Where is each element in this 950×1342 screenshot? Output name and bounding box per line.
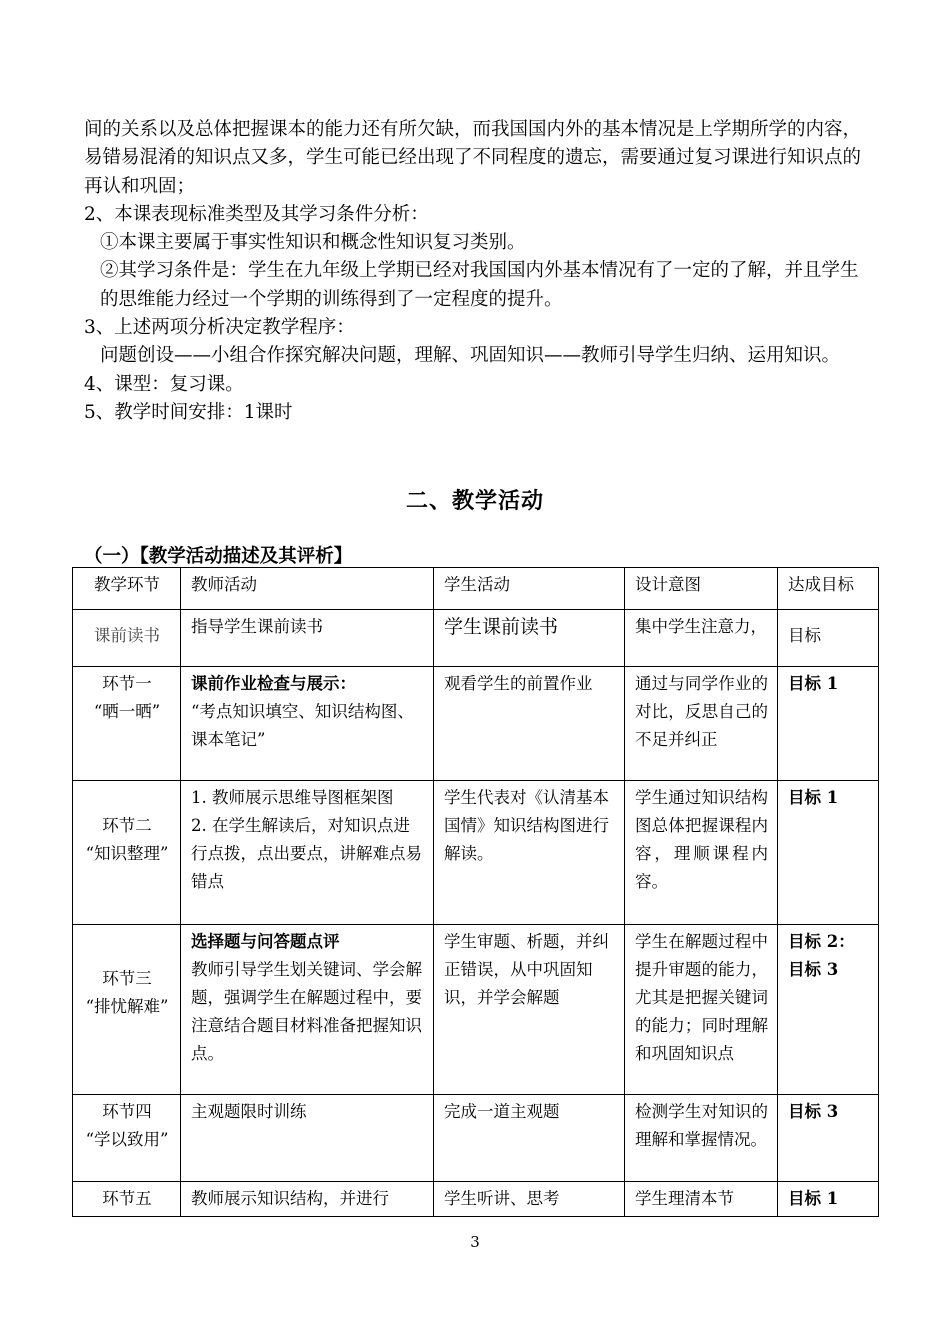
teacher-cell — [181, 925, 434, 1095]
goal-cell: 目标 1 — [778, 1182, 879, 1217]
goal-cell: 目标 3 — [778, 1095, 879, 1182]
teacher-text: “考点知识填空、知识结构图、课本笔记” — [191, 702, 414, 749]
stage-name: 环节一 — [102, 674, 152, 693]
stage-quote: “晒一晒” — [93, 702, 161, 721]
intent-cell: 通过与同学作业的对比，反思自己的不足并纠正 — [625, 667, 778, 781]
stage-name: 环节二 — [102, 816, 152, 835]
table-header-row — [73, 568, 879, 610]
intent-cell: 检测学生对知识的理解和掌握情况。 — [625, 1095, 778, 1182]
paragraph: 3、上述两项分析决定教学程序： — [84, 317, 355, 339]
teacher-heading: 选择题与问答题点评 — [191, 932, 340, 951]
page-number: 3 — [470, 1233, 480, 1251]
paragraph: 问题创设——小组合作探究解决问题，理解、巩固知识——教师引导学生归纳、运用知识。 — [100, 345, 841, 367]
paragraph: ①本课主要属于事实性知识和概念性知识复习类别。 — [100, 232, 526, 254]
table-row — [73, 1095, 879, 1182]
stage-quote: “学以致用” — [85, 1130, 169, 1149]
header-cell: 达成目标 — [778, 568, 879, 610]
intent-cell: 学生理清本节 — [625, 1182, 778, 1217]
student-cell: 学生听讲、思考 — [434, 1182, 625, 1217]
paragraph: ②其学习条件是：学生在九年级上学期已经对我国国内外基本情况有了一定的了解，并且学生的思维能力经过一个学期的训练得到了一定程度的提升。 — [100, 260, 859, 310]
student-cell: 学生课前读书 — [434, 610, 625, 667]
table-row — [73, 667, 879, 781]
activity-table — [72, 567, 879, 1217]
table-row — [73, 610, 879, 667]
goal-cell — [778, 925, 879, 1095]
header-cell: 设计意图 — [625, 568, 778, 610]
teacher-cell — [181, 781, 434, 925]
intro-paragraphs — [84, 116, 874, 427]
teacher-item: 2. 在学生解读后，对知识点进行点拨，点出要点，讲解难点易错点 — [191, 816, 422, 891]
goal-line: 目标 2： — [788, 932, 855, 951]
paragraph: 2、本课表现标准类型及其学习条件分析： — [84, 203, 429, 225]
stage-cell — [73, 667, 181, 781]
goal-line: 目标 3 — [788, 960, 839, 979]
teacher-cell — [181, 667, 434, 781]
section-title: 二、教学活动 — [405, 488, 544, 514]
goal-cell: 目标 1 — [778, 781, 879, 925]
cell-text: 指导学生课前读书 — [191, 617, 323, 636]
table-row — [73, 781, 879, 925]
stage-cell — [73, 781, 181, 925]
paragraph: 4、课型：复习课。 — [84, 373, 244, 395]
teacher-cell — [181, 610, 434, 667]
stage-name: 环节四 — [102, 1102, 152, 1121]
goal-cell: 目标 — [778, 610, 879, 667]
goal-cell: 目标 1 — [778, 667, 879, 781]
student-cell: 观看学生的前置作业 — [434, 667, 625, 781]
stage-cell: 课前读书 — [73, 610, 181, 667]
paragraph: 5、教学时间安排：1课时 — [84, 401, 293, 423]
header-cell: 教师活动 — [181, 568, 434, 610]
intent-cell: 学生在解题过程中提升审题的能力，尤其是把握关键词的能力；同时理解和巩固知识点 — [625, 925, 778, 1095]
stage-cell — [73, 925, 181, 1095]
stage-quote: “排忧解难” — [85, 997, 169, 1016]
teacher-item: 1. 教师展示思维导图框架图 — [191, 788, 394, 807]
teacher-text: 教师引导学生划关键词、学会解题，强调学生在解题过程中，要注意结合题目材料准备把握知识点。 — [191, 960, 422, 1063]
header-cell: 学生活动 — [434, 568, 625, 610]
teacher-cell: 教师展示知识结构，并进行 — [181, 1182, 434, 1217]
stage-name: 环节三 — [102, 969, 152, 988]
paragraph: 间的关系以及总体把握课本的能力还有所欠缺，而我国国内外的基本情况是上学期所学的内容，易错易混淆的知识点又多，学生可能已经出现了不同程度的遗忘，需要通过复习课进行知识点的再认和巩固； — [84, 119, 862, 197]
teacher-heading: 课前作业检查与展示： — [191, 674, 356, 693]
stage-cell — [73, 1095, 181, 1182]
stage-cell: 环节五 — [73, 1182, 181, 1217]
subsection-title: （一）【教学活动描述及其评析】 — [84, 546, 353, 567]
student-cell: 学生审题、析题，并纠正错误，从中巩固知识，并学会解题 — [434, 925, 625, 1095]
student-cell: 完成一道主观题 — [434, 1095, 625, 1182]
teacher-cell: 主观题限时训练 — [181, 1095, 434, 1182]
intent-cell: 集中学生注意力， — [625, 610, 778, 667]
student-cell: 学生代表对《认清基本国情》知识结构图进行解读。 — [434, 781, 625, 925]
table-row — [73, 925, 879, 1095]
header-cell: 教学环节 — [73, 568, 181, 610]
table-row — [73, 1182, 879, 1217]
intent-cell: 学生通过知识结构图总体把握课程内容，理顺课程内容。 — [625, 781, 778, 925]
stage-quote: “知识整理” — [85, 844, 169, 863]
